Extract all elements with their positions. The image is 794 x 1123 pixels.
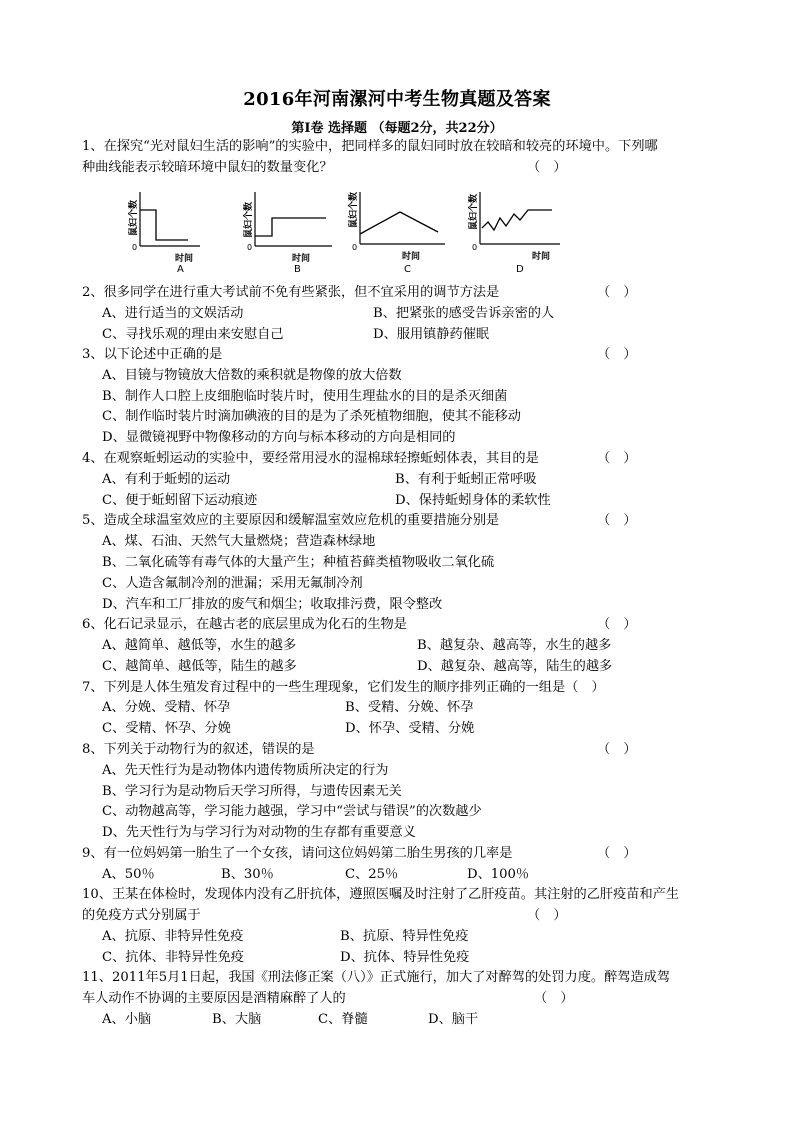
answer-blank-11[interactable]: （ ）: [534, 991, 574, 1006]
q11-option-a[interactable]: A、小脑: [102, 1012, 152, 1027]
graph-b-origin: 0: [247, 243, 253, 252]
q4-option-a[interactable]: A、有利于蚯蚓的运动: [102, 472, 231, 487]
q10-option-c[interactable]: C、抗体、非特异性免疫: [102, 950, 244, 965]
q6-option-b[interactable]: B、越复杂、越高等，水生的越多: [417, 638, 612, 653]
q9-option-d[interactable]: D、100％: [467, 867, 530, 882]
svg-text:B: B: [294, 264, 301, 275]
graph-b: [242, 192, 332, 275]
graph-a-origin: 0: [132, 243, 138, 252]
question-6-stem: 6、化石记录显示，在越古老的底层里成为化石的生物是: [82, 617, 407, 632]
q5-option-b[interactable]: B、二氧化硫等有毒气体的大量产生；种植苔藓类植物吸收二氧化硫: [102, 555, 495, 570]
q6-option-c[interactable]: C、越简单、越低等，陆生的越多: [102, 659, 297, 674]
svg-text:C: C: [404, 264, 411, 275]
svg-text:时间: 时间: [402, 252, 421, 262]
q5-option-c[interactable]: C、人造含氟制冷剂的泄漏；采用无氟制冷剂: [102, 576, 363, 591]
question-10-line-2: 的免疫方式分别属于: [82, 908, 201, 923]
answer-blank-5[interactable]: （ ）: [597, 513, 637, 528]
graph-d-origin: 0: [472, 243, 478, 252]
svg-text:时间: 时间: [292, 254, 311, 264]
q10-option-b[interactable]: B、抗原、特异性免疫: [340, 929, 469, 944]
graph-c: [347, 192, 445, 275]
question-2-stem: 2、很多同学在进行重大考试前不免有些紧张，但不宜采用的调节方法是: [82, 285, 500, 300]
q6-option-a[interactable]: A、越简单、越低等，水生的越多: [102, 638, 297, 653]
svg-text:时间: 时间: [532, 252, 551, 262]
graph-c-ylabel: 鼠妇个数: [349, 191, 359, 228]
q8-option-a[interactable]: A、先天性行为是动物体内遗传物质所决定的行为: [102, 763, 389, 778]
svg-text:时间: 时间: [175, 254, 194, 264]
q4-option-d[interactable]: D、保持蚯蚓身体的柔软性: [395, 493, 551, 508]
q7-option-a[interactable]: A、分娩、受精、怀孕: [102, 700, 231, 715]
q3-option-a[interactable]: A、目镜与物镜放大倍数的乘积就是物像的放大倍数: [102, 368, 402, 383]
q9-option-c[interactable]: C、25％: [345, 867, 399, 882]
graph-a: [127, 192, 200, 275]
q2-option-a[interactable]: A、进行适当的文娱活动: [102, 306, 244, 321]
q11-option-c[interactable]: C、脊髓: [318, 1012, 368, 1027]
q1-graphs-svg: [120, 188, 570, 276]
q10-option-d[interactable]: D、抗体、特异性免疫: [340, 950, 470, 965]
page-title: 2016年河南漯河中考生物真题及答案: [243, 89, 551, 110]
q8-option-c[interactable]: C、动物越高等，学习能力越强，学习中“尝试与错误”的次数越少: [102, 804, 482, 819]
question-9-stem: 9、有一位妈妈第一胎生了一个女孩，请问这位妈妈第二胎生男孩的几率是: [82, 846, 513, 861]
q9-option-b[interactable]: B、30％: [221, 867, 274, 882]
question-7-stem: 7、下列是人体生殖发育过程中的一些生理现象，它们发生的顺序排列正确的一组是（ ）: [82, 680, 605, 695]
q2-option-d[interactable]: D、服用镇静药催眠: [373, 327, 490, 342]
question-5-stem: 5、造成全球温室效应的主要原因和缓解温室效应危机的重要措施分别是: [82, 513, 500, 528]
graph-c-origin: 0: [352, 243, 358, 252]
answer-blank-8[interactable]: （ ）: [597, 742, 637, 757]
q1-graphs: [120, 188, 570, 276]
question-11-line-1: 11、2011年5月1日起，我国《刑法修正案（八）》正式施行，加大了对醉驾的处罚力度。醉驾造成驾: [82, 970, 671, 985]
q5-option-a[interactable]: A、煤、石油、天然气大量燃烧；营造森林绿地: [102, 534, 376, 549]
svg-text:A: A: [177, 264, 184, 275]
q6-option-d[interactable]: D、越复杂、越高等，陆生的越多: [417, 659, 613, 674]
q9-option-a[interactable]: A、50％: [102, 867, 155, 882]
graph-d: [467, 192, 560, 275]
answer-blank-2[interactable]: （ ）: [597, 285, 637, 300]
q2-option-c[interactable]: C、寻找乐观的理由来安慰自己: [102, 327, 284, 342]
graph-d-ylabel: 鼠妇个数: [469, 193, 479, 230]
q3-option-d[interactable]: D、显微镜视野中物像移动的方向与标本移动的方向是相同的: [102, 430, 456, 445]
q8-option-d[interactable]: D、先天性行为与学习行为对动物的生存都有重要意义: [102, 825, 416, 840]
answer-blank-10[interactable]: （ ）: [527, 908, 567, 923]
q10-option-a[interactable]: A、抗原、非特异性免疫: [102, 929, 244, 944]
q11-option-d[interactable]: D、脑干: [428, 1012, 479, 1027]
answer-blank-1[interactable]: （ ）: [527, 160, 567, 175]
q11-option-b[interactable]: B、大脑: [212, 1012, 262, 1027]
section-header: 第Ⅰ卷 选择题 （每题2分，共22分）: [291, 121, 503, 136]
q7-option-b[interactable]: B、受精、分娩、怀孕: [345, 700, 474, 715]
q4-option-b[interactable]: B、有利于蚯蚓正常呼吸: [395, 472, 537, 487]
q4-option-c[interactable]: C、便于蚯蚓留下运动痕迹: [102, 493, 258, 508]
question-8-stem: 8、下列关于动物行为的叙述，错误的是: [82, 742, 315, 757]
question-3-stem: 3、以下论述中正确的是: [82, 347, 223, 362]
question-1-line-2: 种曲线能表示较暗环境中鼠妇的数量变化？: [82, 160, 333, 175]
q2-option-b[interactable]: B、把紧张的感受告诉亲密的人: [373, 306, 555, 321]
answer-blank-6[interactable]: （ ）: [597, 617, 637, 632]
answer-blank-9[interactable]: （ ）: [597, 846, 637, 861]
graph-b-ylabel: 鼠妇个数: [244, 201, 254, 238]
q7-option-c[interactable]: C、受精、怀孕、分娩: [102, 721, 231, 736]
q3-option-c[interactable]: C、制作临时装片时滴加碘液的目的是为了杀死植物细胞，使其不能移动: [102, 409, 521, 424]
answer-blank-4[interactable]: （ ）: [597, 451, 637, 466]
graph-a-ylabel: 鼠妇个数: [129, 199, 139, 236]
q7-option-d[interactable]: D、怀孕、受精、分娩: [345, 721, 475, 736]
question-1-line-1: 1、在探究“光对鼠妇生活的影响”的实验中，把同样多的鼠妇同时放在较暗和较亮的环境中。下列哪: [82, 139, 658, 154]
answer-blank-3[interactable]: （ ）: [597, 347, 637, 362]
q5-option-d[interactable]: D、汽车和工厂排放的废气和烟尘；收取排污费，限令整改: [102, 597, 443, 612]
svg-text:D: D: [516, 264, 524, 275]
question-11-line-2: 车人动作不协调的主要原因是酒精麻醉了人的: [82, 991, 346, 1006]
q3-option-b[interactable]: B、制作人口腔上皮细胞临时装片时，使用生理盐水的目的是杀灭细菌: [102, 389, 508, 404]
q8-option-b[interactable]: B、学习行为是动物后天学习所得，与遗传因素无关: [102, 784, 402, 799]
question-4-stem: 4、在观察蚯蚓运动的实验中，要经常用浸水的湿棉球轻擦蚯蚓体表，其目的是: [82, 451, 539, 466]
question-10-line-1: 10、王某在体检时，发现体内没有乙肝抗体，遵照医嘱及时注射了乙肝疫苗。其注射的乙肝疫苗和产生: [82, 887, 680, 902]
